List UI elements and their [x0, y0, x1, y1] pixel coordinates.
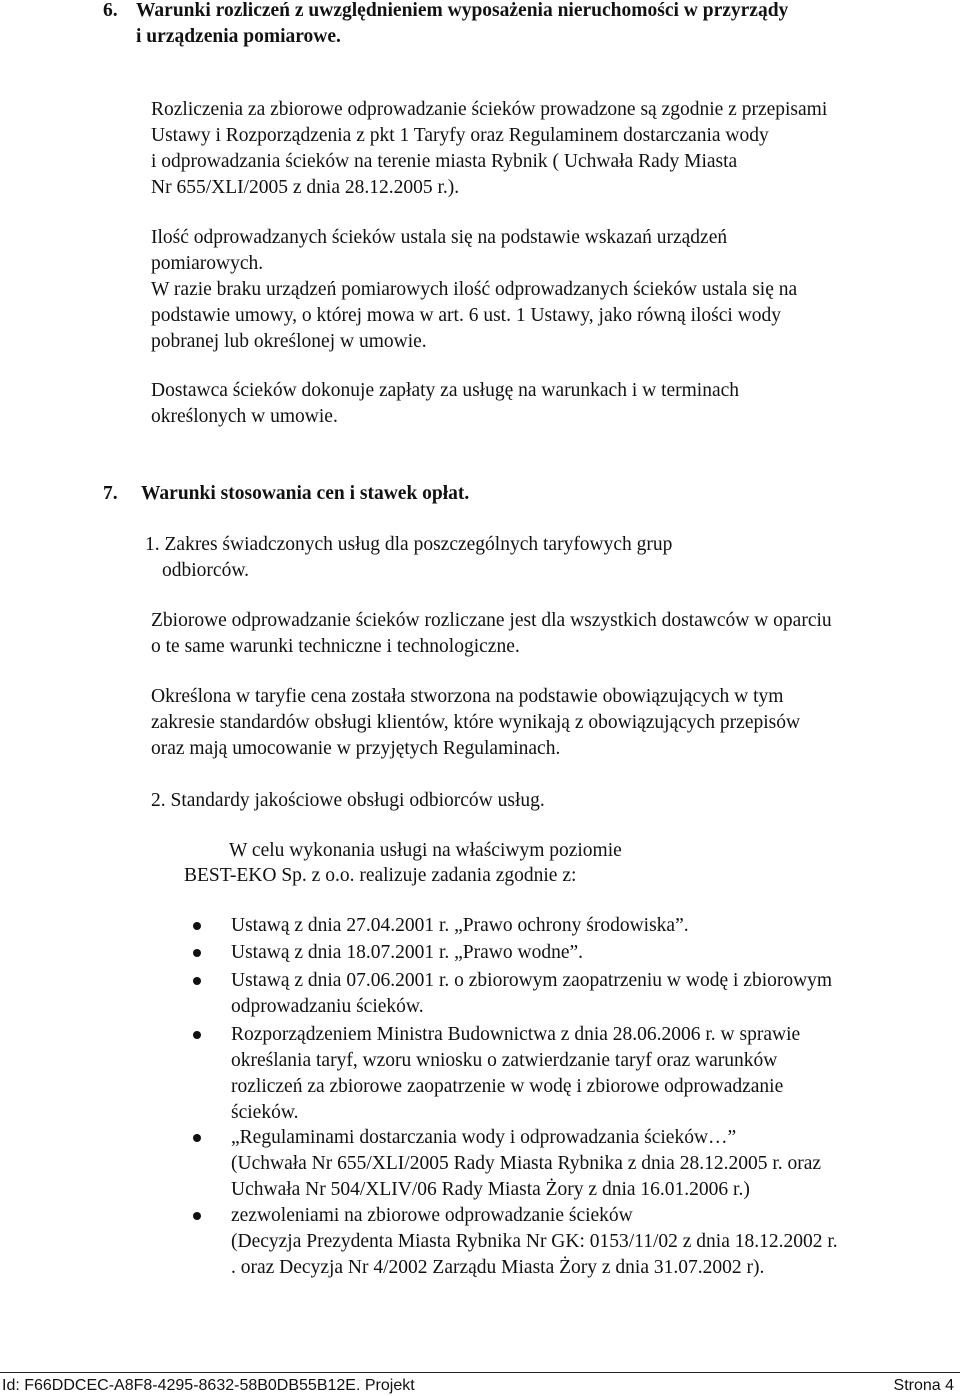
text-line: Dostawca ścieków dokonuje zapłaty za usługę na warunkach i w terminach — [151, 380, 740, 401]
text-line: o te same warunki techniczne i technologiczne. — [151, 636, 520, 657]
section-6-title-line-2: i urządzenia pomiarowe. — [136, 26, 341, 47]
text-line: Ustawy i Rozporządzenia z pkt 1 Taryfy oraz Regulaminem dostarczania wody — [151, 125, 769, 146]
text-line: Rozporządzeniem Ministra Budownictwa z dnia 28.06.2006 r. w sprawie — [231, 1024, 801, 1045]
section-6-number: 6. — [103, 0, 118, 21]
text-line: Ilość odprowadzanych ścieków ustala się na podstawie wskazań urządzeń — [151, 227, 728, 248]
text-line: rozliczeń za zbiorowe zaopatrzenie w wodę i zbiorowe odprowadzanie — [231, 1076, 784, 1097]
text-line: Określona w taryfie cena została stworzona na podstawie obowiązujących w tym — [151, 686, 784, 707]
section-6-title-line-1: Warunki rozliczeń z uwzględnieniem wyposażenia nieruchomości w przyrządy — [136, 0, 789, 21]
text-line: określania taryf, wzoru wniosku o zatwierdzanie taryf oraz warunków — [231, 1050, 778, 1071]
text-line: Ustawą z dnia 18.07.2001 r. „Prawo wodne”. — [231, 942, 583, 963]
text-line: Zbiorowe odprowadzanie ścieków rozliczane jest dla wszystkich dostawców w oparciu — [151, 610, 832, 631]
section-7-title: Warunki stosowania cen i stawek opłat. — [141, 483, 470, 504]
text-line: (Uchwała Nr 655/XLI/2005 Rady Miasta Rybnika z dnia 28.12.2005 r. oraz — [231, 1153, 822, 1174]
text-line: i odprowadzania ścieków na terenie miasta Rybnik ( Uchwała Rady Miasta — [151, 151, 738, 172]
subsection-1-line-1: 1. Zakres świadczonych usług dla poszczególnych taryfowych grup — [145, 534, 673, 555]
text-line: ścieków. — [231, 1102, 299, 1123]
text-line: (Decyzja Prezydenta Miasta Rybnika Nr GK: 0153/11/02 z dnia 18.12.2002 r. — [231, 1231, 838, 1252]
text-line: Nr 655/XLI/2005 z dnia 28.12.2005 r.). — [151, 177, 460, 198]
section-7-paragraph-2 — [151, 684, 941, 762]
bullet-dot — [193, 977, 201, 985]
intro-line-2: BEST-EKO Sp. z o.o. realizuje zadania zgodnie z: — [184, 865, 577, 886]
text-line: pobranej lub określonej w umowie. — [151, 331, 427, 352]
text-line: „Regulaminami dostarczania wody i odprowadzania ścieków…” — [231, 1127, 737, 1148]
text-line: określonych w umowie. — [151, 406, 338, 427]
subsection-1-line-2: odbiorców. — [162, 560, 250, 581]
bullet-dot — [193, 1212, 201, 1220]
section-6-paragraph-1 — [151, 97, 941, 201]
document-id: Id: F66DDCEC-A8F8-4295-8632-58B0DB55B12E. Projekt — [2, 1377, 415, 1394]
list-item — [231, 1125, 946, 1203]
intro-line-1: W celu wykonania usługi na właściwym poziomie — [229, 840, 622, 861]
bullet-dot — [193, 922, 201, 930]
text-line: Ustawą z dnia 27.04.2001 r. „Prawo ochrony środowiska”. — [231, 915, 689, 936]
section-6-paragraph-2 — [151, 225, 941, 355]
subsection-2-title: 2. Standardy jakościowe obsługi odbiorców usług. — [151, 790, 545, 811]
page-number: Strona 4 — [893, 1377, 954, 1394]
bullet-dot — [193, 949, 201, 957]
footer-divider — [0, 1372, 960, 1373]
list-item — [231, 940, 946, 966]
text-line: oraz mają umocowanie w przyjętych Regulaminach. — [151, 738, 561, 759]
list-item — [231, 1022, 946, 1126]
text-line: zezwoleniami na zbiorowe odprowadzanie ścieków — [231, 1205, 633, 1226]
section-7-number: 7. — [103, 483, 118, 504]
text-line: Uchwała Nr 504/XLIV/06 Rady Miasta Żory z dnia 16.01.2006 r.) — [231, 1179, 750, 1200]
section-7-paragraph-1 — [151, 608, 941, 660]
text-line: odprowadzaniu ścieków. — [231, 996, 424, 1017]
list-item — [231, 1203, 946, 1281]
text-line: zakresie standardów obsługi klientów, które wynikają z obowiązujących przepisów — [151, 712, 801, 733]
list-item — [231, 913, 946, 939]
section-6-paragraph-3 — [151, 378, 941, 430]
text-line: Ustawą z dnia 07.06.2001 r. o zbiorowym zaopatrzeniu w wodę i zbiorowym — [231, 970, 833, 991]
text-line: Rozliczenia za zbiorowe odprowadzanie ścieków prowadzone są zgodnie z przepisami — [151, 99, 828, 120]
text-line: W razie braku urządzeń pomiarowych ilość odprowadzanych ścieków ustala się na — [151, 279, 798, 300]
list-item — [231, 968, 946, 1020]
bullet-dot — [193, 1031, 201, 1039]
bullet-dot — [193, 1134, 201, 1142]
text-line: . oraz Decyzja Nr 4/2002 Zarządu Miasta Żory z dnia 31.07.2002 r). — [231, 1257, 765, 1278]
text-line: pomiarowych. — [151, 253, 264, 274]
text-line: podstawie umowy, o której mowa w art. 6 ust. 1 Ustawy, jako równą ilości wody — [151, 305, 782, 326]
